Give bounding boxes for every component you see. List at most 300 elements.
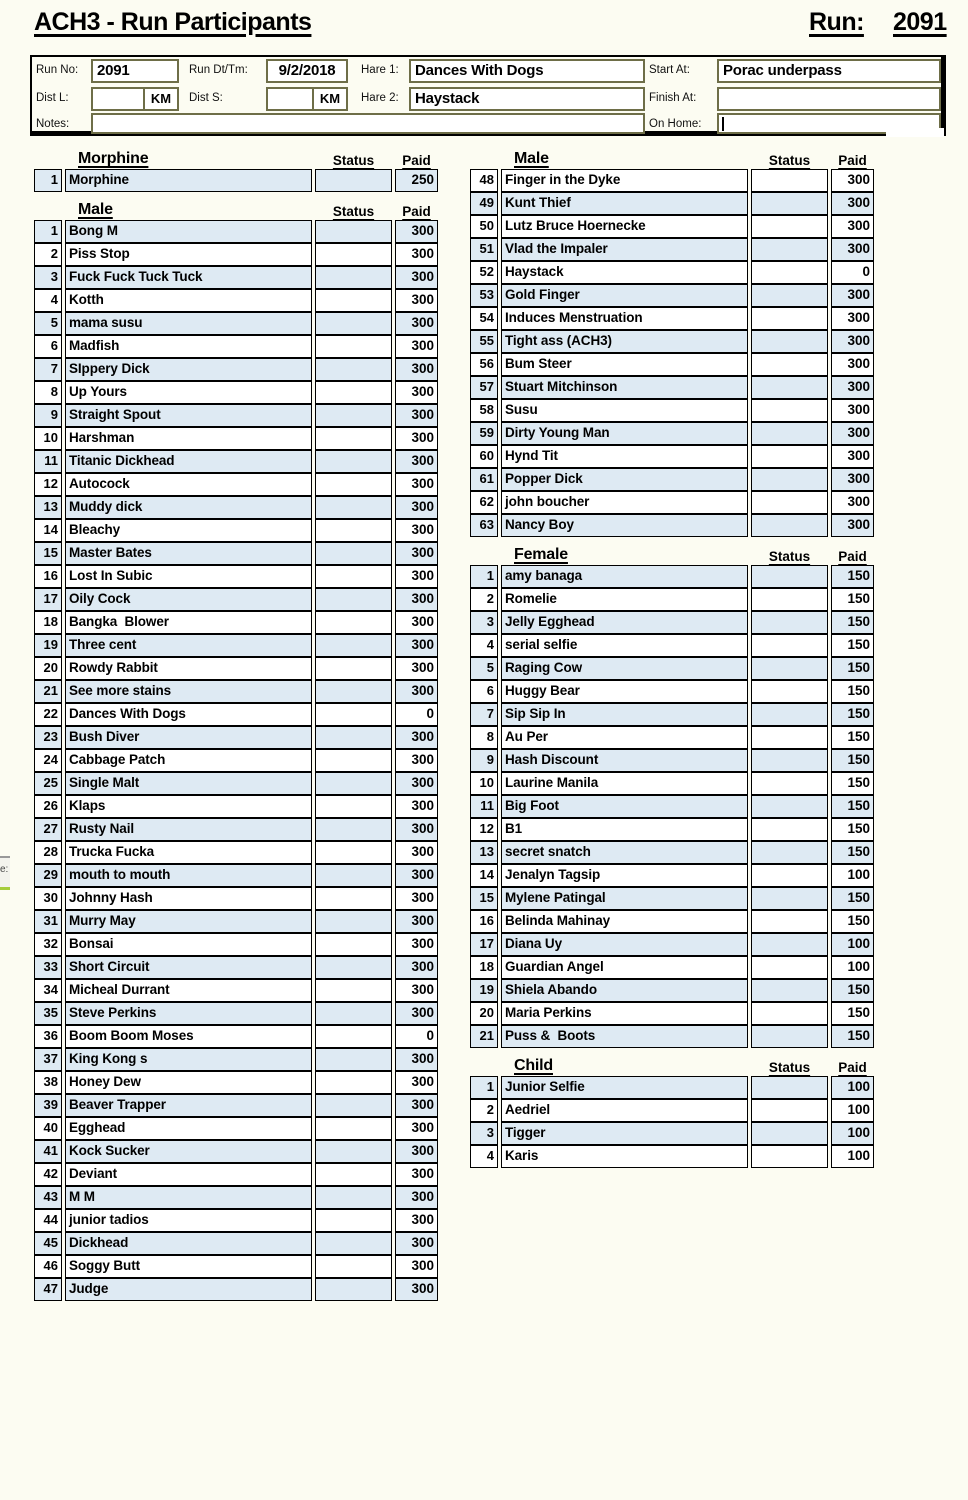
participant-name-cell[interactable]: Cabbage Patch — [65, 749, 312, 772]
status-cell[interactable] — [751, 169, 828, 192]
paid-cell[interactable]: 300 — [395, 887, 438, 910]
status-cell[interactable] — [751, 634, 828, 657]
paid-cell[interactable]: 300 — [395, 1071, 438, 1094]
participant-name-cell[interactable]: Vlad the Impaler — [501, 238, 748, 261]
participant-name-cell[interactable]: Micheal Durrant — [65, 979, 312, 1002]
paid-cell[interactable]: 100 — [831, 1076, 874, 1099]
paid-cell[interactable]: 300 — [395, 1163, 438, 1186]
status-cell[interactable] — [315, 450, 392, 473]
row-number-cell: 9 — [34, 404, 62, 427]
participant-name-cell[interactable]: Boom Boom Moses — [65, 1025, 312, 1048]
participant-name-cell[interactable]: Morphine — [65, 169, 312, 192]
status-cell[interactable] — [751, 261, 828, 284]
paid-cell[interactable]: 300 — [395, 381, 438, 404]
paid-cell[interactable]: 150 — [831, 703, 874, 726]
participant-name-cell[interactable]: john boucher — [501, 491, 748, 514]
section-rows — [470, 565, 874, 1048]
participant-name-cell[interactable]: Bonsai — [65, 933, 312, 956]
paid-cell[interactable]: 300 — [395, 335, 438, 358]
paid-cell[interactable]: 0 — [831, 261, 874, 284]
paid-cell[interactable]: 300 — [395, 1186, 438, 1209]
paid-cell[interactable]: 100 — [831, 1145, 874, 1168]
status-cell[interactable] — [315, 841, 392, 864]
participant-name-cell[interactable]: Murry May — [65, 910, 312, 933]
section-title: Morphine — [78, 150, 149, 167]
paid-cell[interactable]: 300 — [831, 468, 874, 491]
status-cell[interactable] — [315, 772, 392, 795]
participant-name-cell[interactable]: Dances With Dogs — [65, 703, 312, 726]
participant-name-cell[interactable]: Shiela Abando — [501, 979, 748, 1002]
row-number-cell: 48 — [470, 169, 498, 192]
participant-name-cell[interactable]: Egghead — [65, 1117, 312, 1140]
paid-cell[interactable]: 300 — [395, 542, 438, 565]
paid-cell[interactable]: 300 — [395, 979, 438, 1002]
participant-name-cell[interactable]: Kotth — [65, 289, 312, 312]
participant-name-cell[interactable]: Bush Diver — [65, 726, 312, 749]
row-number-cell: 55 — [470, 330, 498, 353]
status-cell[interactable] — [315, 496, 392, 519]
participant-name-cell[interactable]: Honey Dew — [65, 1071, 312, 1094]
paid-cell[interactable]: 300 — [395, 680, 438, 703]
participant-name-cell[interactable]: Trucka Fucka — [65, 841, 312, 864]
status-cell[interactable] — [315, 473, 392, 496]
participant-name-cell[interactable]: Tight ass (ACH3) — [501, 330, 748, 353]
paid-cell[interactable]: 300 — [395, 726, 438, 749]
status-cell[interactable] — [315, 1048, 392, 1071]
status-cell[interactable] — [751, 445, 828, 468]
status-cell[interactable] — [751, 491, 828, 514]
paid-cell[interactable]: 300 — [395, 427, 438, 450]
paid-cell[interactable]: 300 — [395, 1002, 438, 1025]
paid-cell[interactable]: 300 — [831, 514, 874, 537]
status-cell[interactable] — [751, 864, 828, 887]
status-cell[interactable] — [315, 1117, 392, 1140]
status-cell[interactable] — [751, 215, 828, 238]
paid-cell[interactable]: 250 — [395, 169, 438, 192]
participant-name-cell[interactable]: Straight Spout — [65, 404, 312, 427]
paid-cell[interactable]: 300 — [395, 657, 438, 680]
participant-name-cell[interactable]: Jelly Egghead — [501, 611, 748, 634]
status-cell[interactable] — [315, 1209, 392, 1232]
status-cell[interactable] — [315, 243, 392, 266]
paid-cell[interactable]: 150 — [831, 749, 874, 772]
paid-cell[interactable]: 300 — [831, 307, 874, 330]
status-cell[interactable] — [315, 933, 392, 956]
paid-cell[interactable]: 300 — [395, 864, 438, 887]
participant-name-cell[interactable]: Raging Cow — [501, 657, 748, 680]
notes-field[interactable] — [91, 113, 645, 134]
status-cell[interactable] — [751, 192, 828, 215]
section-female — [470, 542, 874, 1048]
status-cell[interactable] — [751, 680, 828, 703]
paid-cell[interactable]: 300 — [831, 284, 874, 307]
paid-cell[interactable]: 300 — [831, 376, 874, 399]
paid-cell[interactable]: 300 — [831, 399, 874, 422]
run-no-field[interactable]: 2091 — [91, 59, 179, 83]
row-number-cell: 6 — [470, 680, 498, 703]
status-cell[interactable] — [315, 220, 392, 243]
paid-cell[interactable]: 150 — [831, 680, 874, 703]
participant-name-cell[interactable]: Guardian Angel — [501, 956, 748, 979]
paid-cell[interactable]: 300 — [395, 933, 438, 956]
participant-name-cell[interactable]: SIppery Dick — [65, 358, 312, 381]
paid-cell[interactable]: 100 — [831, 1099, 874, 1122]
participant-name-cell[interactable]: mama susu — [65, 312, 312, 335]
participant-name-cell[interactable]: Up Yours — [65, 381, 312, 404]
paid-cell[interactable]: 300 — [831, 169, 874, 192]
participant-name-cell[interactable]: Klaps — [65, 795, 312, 818]
status-cell[interactable] — [751, 1145, 828, 1168]
status-cell[interactable] — [751, 726, 828, 749]
paid-cell[interactable]: 150 — [831, 1025, 874, 1048]
paid-cell[interactable]: 300 — [395, 1117, 438, 1140]
status-cell[interactable] — [751, 841, 828, 864]
participant-name-cell[interactable]: Master Bates — [65, 542, 312, 565]
participant-name-cell[interactable]: Madfish — [65, 335, 312, 358]
participant-name-cell[interactable]: Puss & Boots — [501, 1025, 748, 1048]
status-cell[interactable] — [315, 266, 392, 289]
status-cell[interactable] — [751, 1076, 828, 1099]
row-number-cell: 61 — [470, 468, 498, 491]
participant-name-cell[interactable]: Johnny Hash — [65, 887, 312, 910]
dist-l-field[interactable] — [91, 87, 145, 111]
participant-name-cell[interactable]: Fuck Fuck Tuck Tuck — [65, 266, 312, 289]
paid-cell[interactable]: 300 — [395, 312, 438, 335]
participant-name-cell[interactable]: junior tadios — [65, 1209, 312, 1232]
participant-name-cell[interactable]: Dirty Young Man — [501, 422, 748, 445]
status-cell[interactable] — [751, 933, 828, 956]
participant-name-cell[interactable]: Mylene Patingal — [501, 887, 748, 910]
status-cell[interactable] — [751, 956, 828, 979]
status-cell[interactable] — [751, 887, 828, 910]
status-cell[interactable] — [751, 703, 828, 726]
paid-cell[interactable]: 100 — [831, 864, 874, 887]
paid-cell[interactable]: 300 — [395, 243, 438, 266]
status-cell[interactable] — [751, 1002, 828, 1025]
participant-name-cell[interactable]: Susu — [501, 399, 748, 422]
status-cell[interactable] — [315, 312, 392, 335]
participant-name-cell[interactable]: Dickhead — [65, 1232, 312, 1255]
row-number-cell: 12 — [470, 818, 498, 841]
row-number-cell: 46 — [34, 1255, 62, 1278]
status-cell[interactable] — [315, 289, 392, 312]
paid-cell[interactable]: 300 — [395, 1209, 438, 1232]
participant-name-cell[interactable]: Titanic Dickhead — [65, 450, 312, 473]
paid-cell[interactable]: 150 — [831, 772, 874, 795]
paid-cell[interactable]: 300 — [831, 192, 874, 215]
paid-cell[interactable]: 300 — [395, 358, 438, 381]
status-cell[interactable] — [751, 376, 828, 399]
participant-name-cell[interactable]: Maria Perkins — [501, 1002, 748, 1025]
participant-name-cell[interactable]: Laurine Manila — [501, 772, 748, 795]
participant-name-cell[interactable]: Finger in the Dyke — [501, 169, 748, 192]
status-cell[interactable] — [751, 588, 828, 611]
status-cell[interactable] — [751, 565, 828, 588]
status-cell[interactable] — [315, 169, 392, 192]
participant-name-cell[interactable]: Aedriel — [501, 1099, 748, 1122]
status-cell[interactable] — [315, 1140, 392, 1163]
participant-name-cell[interactable]: Kock Sucker — [65, 1140, 312, 1163]
paid-cell[interactable]: 0 — [395, 1025, 438, 1048]
participant-name-cell[interactable]: Karis — [501, 1145, 748, 1168]
participant-name-cell[interactable]: Soggy Butt — [65, 1255, 312, 1278]
status-column-header: Status — [768, 1060, 811, 1075]
paid-cell[interactable]: 300 — [395, 611, 438, 634]
participant-name-cell[interactable]: Huggy Bear — [501, 680, 748, 703]
status-cell[interactable] — [315, 1278, 392, 1301]
paid-cell[interactable]: 300 — [395, 1140, 438, 1163]
participant-name-cell[interactable]: Deviant — [65, 1163, 312, 1186]
status-cell[interactable] — [315, 588, 392, 611]
paid-cell[interactable]: 300 — [395, 220, 438, 243]
status-cell[interactable] — [315, 1025, 392, 1048]
paid-cell[interactable]: 150 — [831, 910, 874, 933]
status-cell[interactable] — [315, 1071, 392, 1094]
status-cell[interactable] — [315, 680, 392, 703]
paid-cell[interactable]: 100 — [831, 956, 874, 979]
status-cell[interactable] — [315, 956, 392, 979]
status-cell[interactable] — [315, 335, 392, 358]
status-cell[interactable] — [315, 542, 392, 565]
participant-name-cell[interactable]: Bum Steer — [501, 353, 748, 376]
status-cell[interactable] — [751, 979, 828, 1002]
participant-name-cell[interactable]: Short Circuit — [65, 956, 312, 979]
participant-name-cell[interactable]: Beaver Trapper — [65, 1094, 312, 1117]
paid-cell[interactable]: 300 — [395, 1094, 438, 1117]
paid-cell[interactable]: 150 — [831, 818, 874, 841]
paid-cell[interactable]: 300 — [395, 772, 438, 795]
paid-cell[interactable]: 100 — [831, 933, 874, 956]
participant-name-cell[interactable]: Autocock — [65, 473, 312, 496]
status-cell[interactable] — [751, 284, 828, 307]
paid-cell[interactable]: 150 — [831, 1002, 874, 1025]
participant-name-cell[interactable]: See more stains — [65, 680, 312, 703]
row-number-cell: 59 — [470, 422, 498, 445]
dist-s-field[interactable] — [266, 87, 314, 111]
status-cell[interactable] — [751, 910, 828, 933]
paid-cell[interactable]: 300 — [395, 910, 438, 933]
status-cell[interactable] — [315, 910, 392, 933]
participant-name-cell[interactable]: Au Per — [501, 726, 748, 749]
status-cell[interactable] — [315, 1163, 392, 1186]
participant-name-cell[interactable]: Single Malt — [65, 772, 312, 795]
status-cell[interactable] — [751, 1025, 828, 1048]
paid-cell[interactable]: 0 — [395, 703, 438, 726]
start-at-field[interactable]: Porac underpass — [717, 59, 941, 83]
participant-name-cell[interactable]: Gold Finger — [501, 284, 748, 307]
paid-cell[interactable]: 300 — [395, 818, 438, 841]
participant-name-cell[interactable]: Nancy Boy — [501, 514, 748, 537]
run-dt-field[interactable]: 9/2/2018 — [266, 59, 348, 83]
participant-name-cell[interactable]: Bangka Blower — [65, 611, 312, 634]
status-cell[interactable] — [751, 611, 828, 634]
participant-name-cell[interactable]: Popper Dick — [501, 468, 748, 491]
row-number-cell: 52 — [470, 261, 498, 284]
paid-cell[interactable]: 150 — [831, 979, 874, 1002]
participant-name-cell[interactable]: Romelie — [501, 588, 748, 611]
status-cell[interactable] — [751, 307, 828, 330]
participant-name-cell[interactable]: Bong M — [65, 220, 312, 243]
row-number-cell: 5 — [34, 312, 62, 335]
paid-cell[interactable]: 300 — [395, 266, 438, 289]
hare1-field[interactable]: Dances With Dogs — [409, 59, 645, 83]
row-number-cell: 4 — [470, 1145, 498, 1168]
section-header — [470, 1053, 874, 1075]
status-cell[interactable] — [315, 1002, 392, 1025]
status-cell[interactable] — [315, 1255, 392, 1278]
participant-name-cell[interactable]: Stuart Mitchinson — [501, 376, 748, 399]
status-cell[interactable] — [315, 519, 392, 542]
status-cell[interactable] — [751, 238, 828, 261]
paid-cell[interactable]: 150 — [831, 887, 874, 910]
paid-cell[interactable]: 300 — [395, 841, 438, 864]
status-cell[interactable] — [315, 404, 392, 427]
paid-cell[interactable]: 300 — [831, 353, 874, 376]
paid-cell[interactable]: 300 — [395, 473, 438, 496]
participant-name-cell[interactable]: Judge — [65, 1278, 312, 1301]
participant-name-cell[interactable]: Lost In Subic — [65, 565, 312, 588]
status-cell[interactable] — [751, 795, 828, 818]
paid-cell[interactable]: 300 — [395, 1278, 438, 1301]
participant-name-cell[interactable]: Jenalyn Tagsip — [501, 864, 748, 887]
hare2-field[interactable]: Haystack — [409, 87, 645, 111]
paid-cell[interactable]: 300 — [395, 956, 438, 979]
status-cell[interactable] — [315, 887, 392, 910]
row-number-cell: 18 — [470, 956, 498, 979]
status-cell[interactable] — [751, 514, 828, 537]
participant-name-cell[interactable]: Lutz Bruce Hoernecke — [501, 215, 748, 238]
participant-name-cell[interactable]: Bleachy — [65, 519, 312, 542]
finish-at-field[interactable] — [717, 87, 941, 111]
participant-name-cell[interactable]: Belinda Mahinay — [501, 910, 748, 933]
status-cell[interactable] — [315, 657, 392, 680]
participant-name-cell[interactable]: Hynd Tit — [501, 445, 748, 468]
status-cell[interactable] — [751, 772, 828, 795]
paid-cell[interactable]: 300 — [395, 450, 438, 473]
paid-cell[interactable]: 300 — [395, 1232, 438, 1255]
participant-name-cell[interactable]: Sip Sip In — [501, 703, 748, 726]
status-cell[interactable] — [315, 818, 392, 841]
paid-cell[interactable]: 300 — [831, 491, 874, 514]
paid-cell[interactable]: 150 — [831, 565, 874, 588]
participant-name-cell[interactable]: B1 — [501, 818, 748, 841]
paid-cell[interactable]: 300 — [395, 519, 438, 542]
paid-cell[interactable]: 300 — [831, 215, 874, 238]
paid-cell[interactable]: 300 — [395, 565, 438, 588]
status-cell[interactable] — [751, 749, 828, 772]
participant-name-cell[interactable]: Kunt Thief — [501, 192, 748, 215]
participant-name-cell[interactable]: Haystack — [501, 261, 748, 284]
participant-name-cell[interactable]: secret snatch — [501, 841, 748, 864]
status-cell[interactable] — [315, 979, 392, 1002]
paid-cell[interactable]: 300 — [395, 634, 438, 657]
paid-cell[interactable]: 300 — [831, 445, 874, 468]
status-cell[interactable] — [315, 1186, 392, 1209]
status-cell[interactable] — [751, 330, 828, 353]
paid-cell[interactable]: 300 — [395, 289, 438, 312]
paid-cell[interactable]: 150 — [831, 795, 874, 818]
status-cell[interactable] — [751, 399, 828, 422]
status-cell[interactable] — [751, 422, 828, 445]
row-number-cell: 13 — [34, 496, 62, 519]
participant-name-cell[interactable]: Big Foot — [501, 795, 748, 818]
dist-l-unit: KM — [143, 87, 179, 111]
paid-cell[interactable]: 300 — [395, 404, 438, 427]
paid-cell[interactable]: 150 — [831, 657, 874, 680]
on-home-label: On Home: — [649, 118, 702, 130]
status-cell[interactable] — [315, 749, 392, 772]
paid-cell[interactable]: 150 — [831, 611, 874, 634]
paid-cell[interactable]: 300 — [395, 1048, 438, 1071]
row-number-cell: 54 — [470, 307, 498, 330]
status-cell[interactable] — [315, 565, 392, 588]
participant-name-cell[interactable]: amy banaga — [501, 565, 748, 588]
participant-name-cell[interactable]: Piss Stop — [65, 243, 312, 266]
participant-name-cell[interactable]: mouth to mouth — [65, 864, 312, 887]
status-cell[interactable] — [315, 1094, 392, 1117]
status-cell[interactable] — [751, 1099, 828, 1122]
paid-cell[interactable]: 300 — [395, 588, 438, 611]
participant-name-cell[interactable]: Hash Discount — [501, 749, 748, 772]
participant-name-cell[interactable]: Steve Perkins — [65, 1002, 312, 1025]
paid-cell[interactable]: 300 — [395, 795, 438, 818]
status-cell[interactable] — [751, 657, 828, 680]
participant-name-cell[interactable]: serial selfie — [501, 634, 748, 657]
status-cell[interactable] — [751, 468, 828, 491]
paid-cell[interactable]: 150 — [831, 726, 874, 749]
participant-name-cell[interactable]: Three cent — [65, 634, 312, 657]
participant-name-cell[interactable]: King Kong s — [65, 1048, 312, 1071]
status-cell[interactable] — [315, 726, 392, 749]
paid-cell[interactable]: 300 — [831, 330, 874, 353]
paid-cell[interactable]: 150 — [831, 841, 874, 864]
status-cell[interactable] — [751, 353, 828, 376]
status-cell[interactable] — [315, 1232, 392, 1255]
paid-cell[interactable]: 300 — [831, 238, 874, 261]
participant-name-cell[interactable]: Induces Menstruation — [501, 307, 748, 330]
participant-name-cell[interactable]: M M — [65, 1186, 312, 1209]
participant-name-cell[interactable]: Diana Uy — [501, 933, 748, 956]
participant-name-cell[interactable]: Muddy dick — [65, 496, 312, 519]
status-cell[interactable] — [315, 381, 392, 404]
status-cell[interactable] — [315, 611, 392, 634]
paid-cell[interactable]: 100 — [831, 1122, 874, 1145]
paid-cell[interactable]: 300 — [395, 1255, 438, 1278]
status-cell[interactable] — [315, 795, 392, 818]
participant-name-cell[interactable]: Tigger — [501, 1122, 748, 1145]
column-left — [34, 146, 438, 1301]
row-number-cell: 1 — [34, 169, 62, 192]
participant-name-cell[interactable]: Oily Cock — [65, 588, 312, 611]
row-number-cell: 27 — [34, 818, 62, 841]
status-cell[interactable] — [315, 703, 392, 726]
participant-name-cell[interactable]: Harshman — [65, 427, 312, 450]
paid-cell[interactable]: 150 — [831, 588, 874, 611]
paid-cell[interactable]: 150 — [831, 634, 874, 657]
status-cell[interactable] — [315, 358, 392, 381]
paid-cell[interactable]: 300 — [395, 749, 438, 772]
status-cell[interactable] — [315, 864, 392, 887]
status-cell[interactable] — [315, 634, 392, 657]
participant-name-cell[interactable]: Junior Selfie — [501, 1076, 748, 1099]
status-cell[interactable] — [751, 818, 828, 841]
paid-cell[interactable]: 300 — [831, 422, 874, 445]
status-cell[interactable] — [751, 1122, 828, 1145]
participant-name-cell[interactable]: Rusty Nail — [65, 818, 312, 841]
paid-cell[interactable]: 300 — [395, 496, 438, 519]
participant-name-cell[interactable]: Rowdy Rabbit — [65, 657, 312, 680]
status-cell[interactable] — [315, 427, 392, 450]
